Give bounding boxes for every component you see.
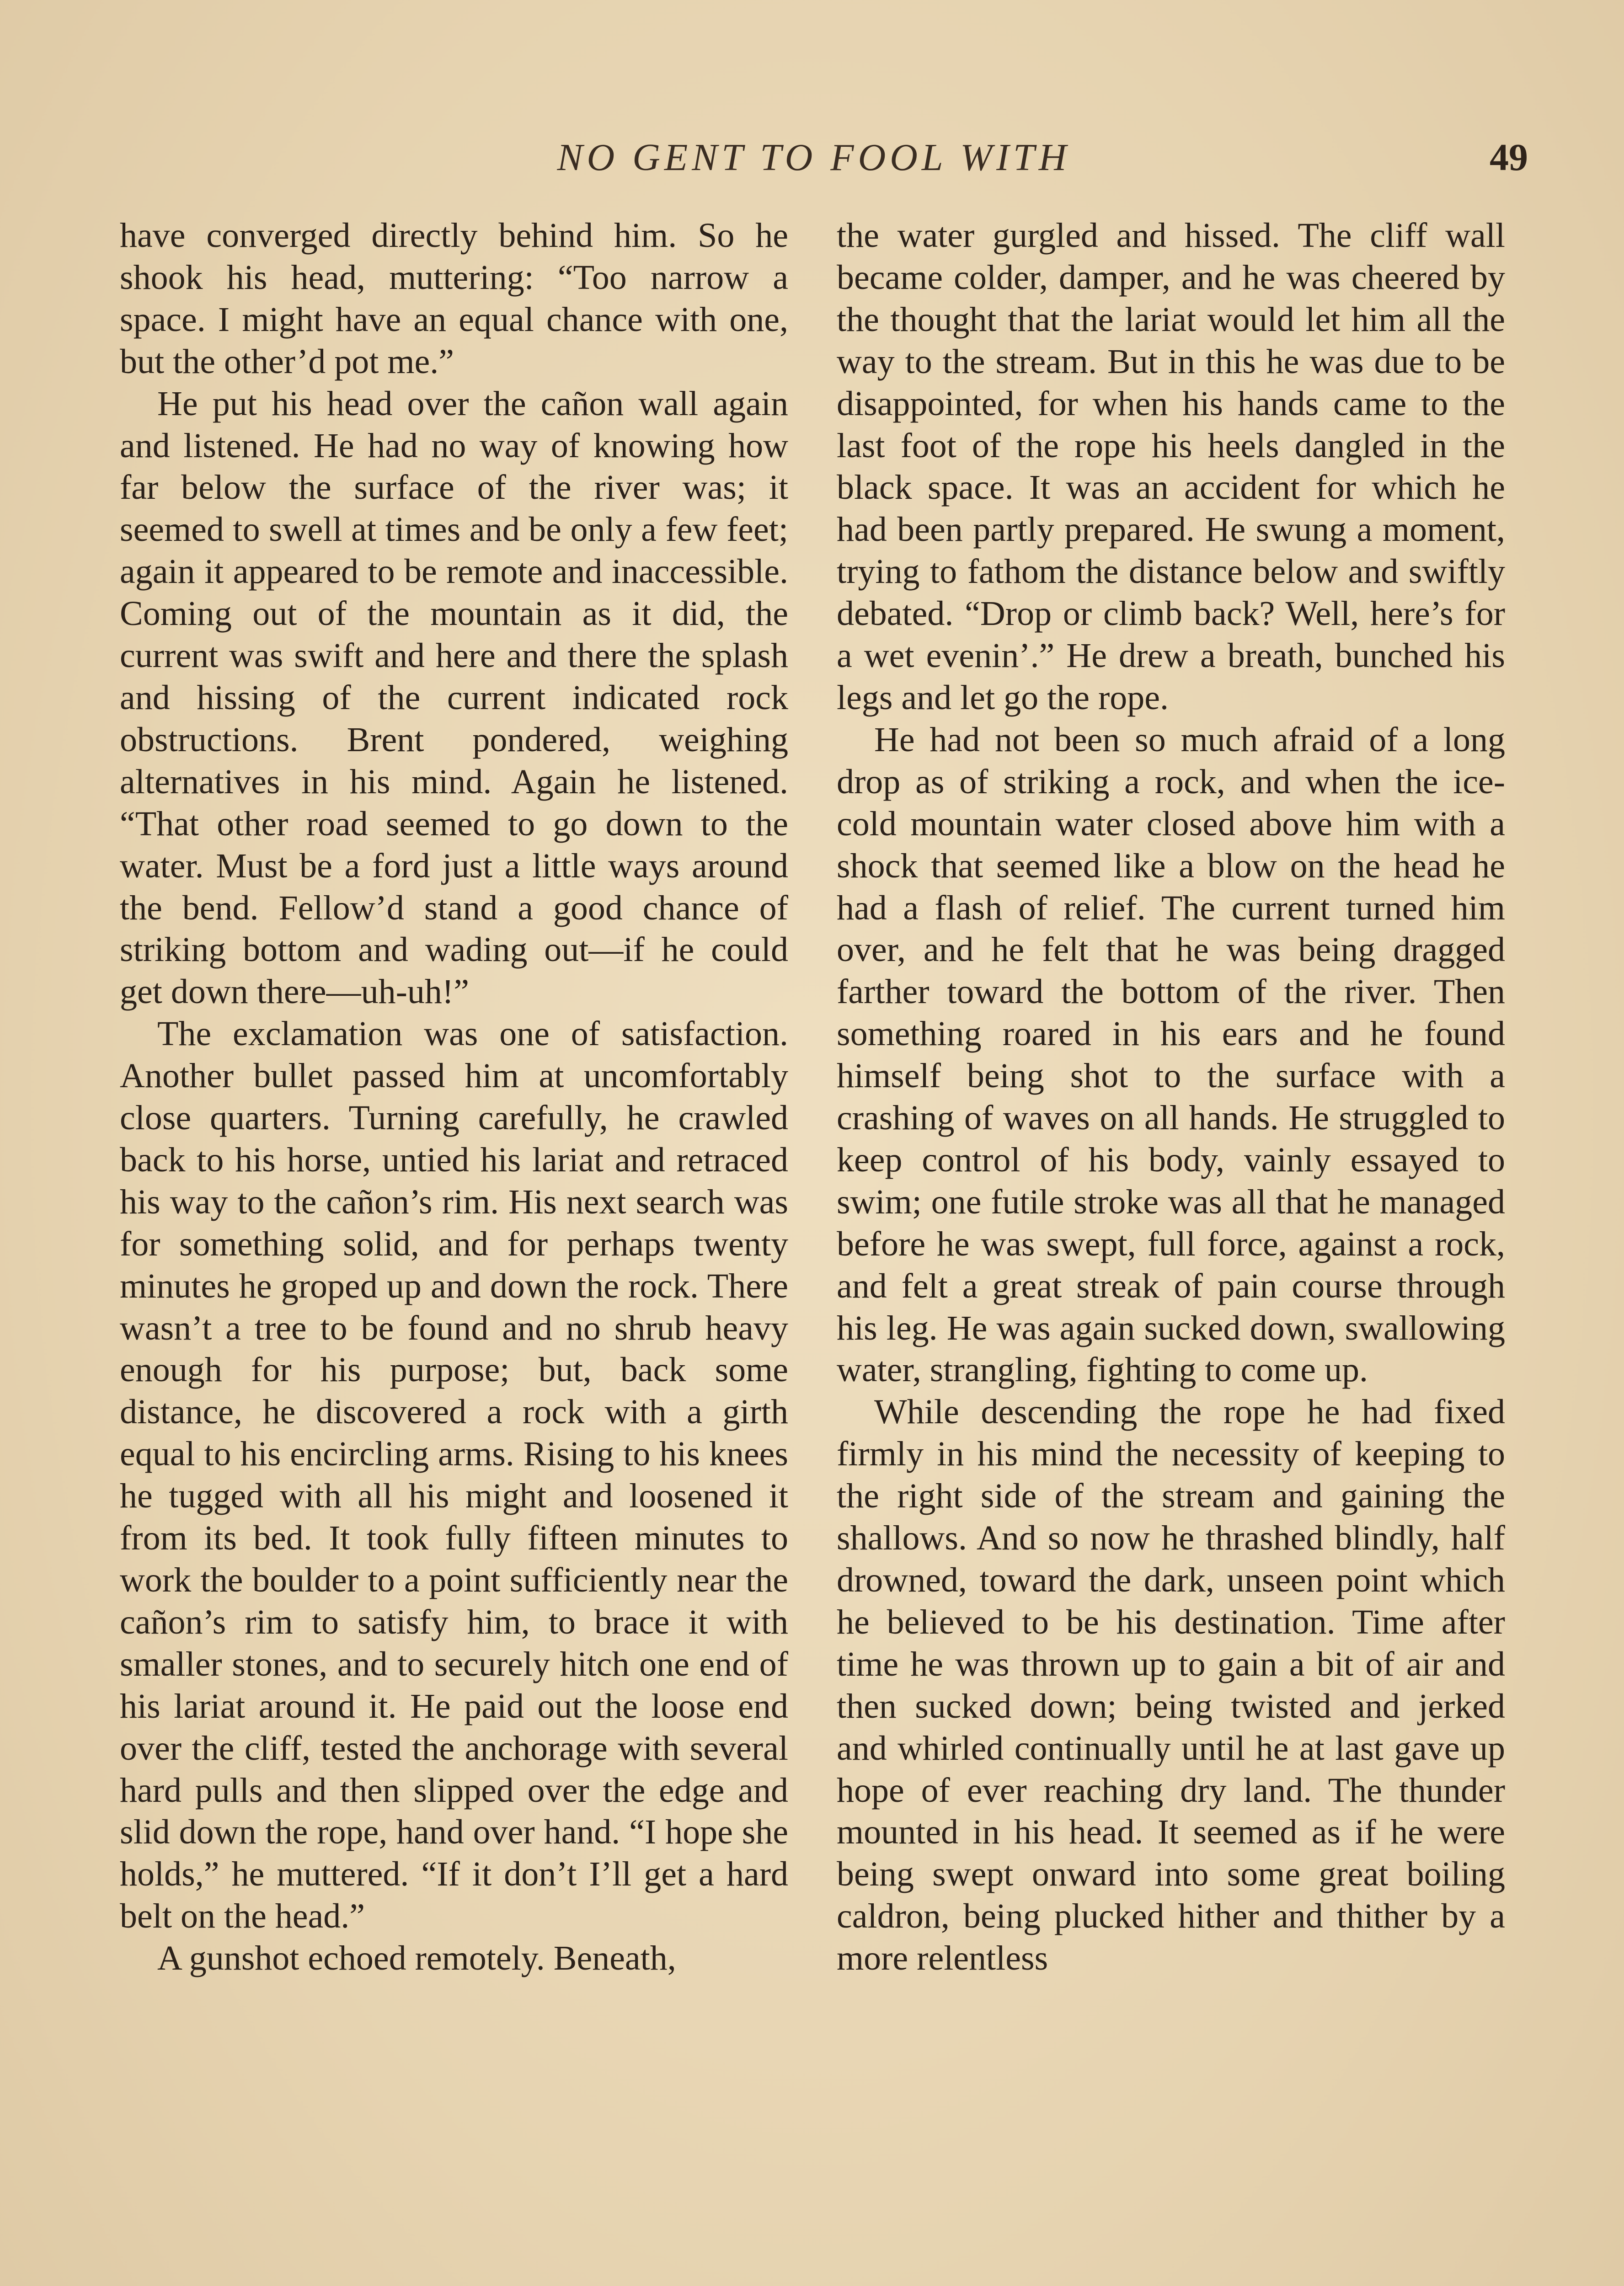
paragraph: The exclamation was one of satisfaction. Another bullet passed him at uncomfortably close quarters. Turning carefully, he crawled back to his horse, untied his lariat and retraced his way to the cañon’s rim. His next search was for something solid, and for perhaps twenty minutes he groped up and down the rock. There wasn’t a tree to be found and no shrub heavy enough for his purpose; but, back some distance, he discovered a rock with a girth equal to his encircling arms. Rising to his knees he tugged with all his might and loosened it from its bed. It took fully fifteen minutes to work the boulder to a point sufficiently near the cañon’s rim to satisfy him, to brace it with smaller stones, and to securely hitch one end of his lariat around it. He paid out the loose end over the cliff, tested the anchorage with several hard pulls and then slipped over the edge and slid down the rope, hand over hand. “I hope she holds,” he muttered. “If it don’t I’ll get a hard belt on the head.” — [120, 1015, 788, 1936]
paragraph: He put his head over the cañon wall again and listened. He had no way of knowing how far below the surface of the river was; it seemed to swell at times and be only a few feet; again it appeared to be remote and inaccessible. Coming out of the mountain as it did, the current was swift and here and there the splash and hissing of the current indicated rock obstructions. Brent pondered, weighing alternatives in his mind. Again he listened. “That other road seemed to go down to the water. Must be a ford just a little ways around the bend. Fellow’d stand a good chance of striking bottom and wading out—if he could get down there—uh-uh!” — [120, 384, 788, 1011]
paragraph: A gunshot echoed remotely. Beneath, — [157, 1939, 676, 1978]
running-head-title: NO GENT TO FOOL WITH — [557, 136, 1071, 179]
paragraph: While descending the rope he had fixed firmly in his mind the necessity of keeping to the right side of the stream and gaining the shallows. And so now he thrashed blindly, half drowned, toward the dark, unseen point which he believed to be his destination. Time after time he was thrown up to gain a bit of air and then sucked down; being twisted and jerked and whirled continually until he at last gave up hope of ever reaching dry land. The thunder mounted in his head. It seemed as if he were being swept onward into some great boiling caldron, being plucked hither and thither by a more relentless — [837, 1393, 1505, 1978]
text-column-right — [837, 215, 1505, 1980]
paragraph: the water gurgled and hissed. The cliff wall became colder, damper, and he was cheered by the thought that the lariat would let him all the way to the stream. But in this he was due to be disappointed, for when his hands came to the last foot of the rope his heels dangled in the black space. It was an accident for which he had been partly prepared. He swung a moment, trying to fathom the distance below and swiftly debated. “Drop or climb back? Well, here’s for a wet evenin’.” He drew a breath, bunched his legs and let go the rope. — [837, 216, 1505, 717]
page-number: 49 — [1490, 136, 1528, 179]
text-column-left — [120, 215, 788, 1980]
paragraph: have converged directly behind him. So he shook his head, muttering: “Too narrow a space. I might have an equal chance with one, but the other’d pot me.” — [120, 216, 788, 381]
paragraph: He had not been so much afraid of a long drop as of striking a rock, and when the ice-cold mountain water closed above him with a shock that seemed like a blow on the head he had a flash of relief. The current turned him over, and he felt that he was being dragged farther toward the bottom of the river. Then something roared in his ears and he found himself being shot to the surface with a crashing of waves on all hands. He struggled to keep control of his body, vainly essayed to swim; one futile stroke was all that he managed before he was swept, full force, against a rock, and felt a great streak of pain course through his leg. He was again sucked down, swallowing water, strangling, fighting to come up. — [837, 720, 1505, 1389]
